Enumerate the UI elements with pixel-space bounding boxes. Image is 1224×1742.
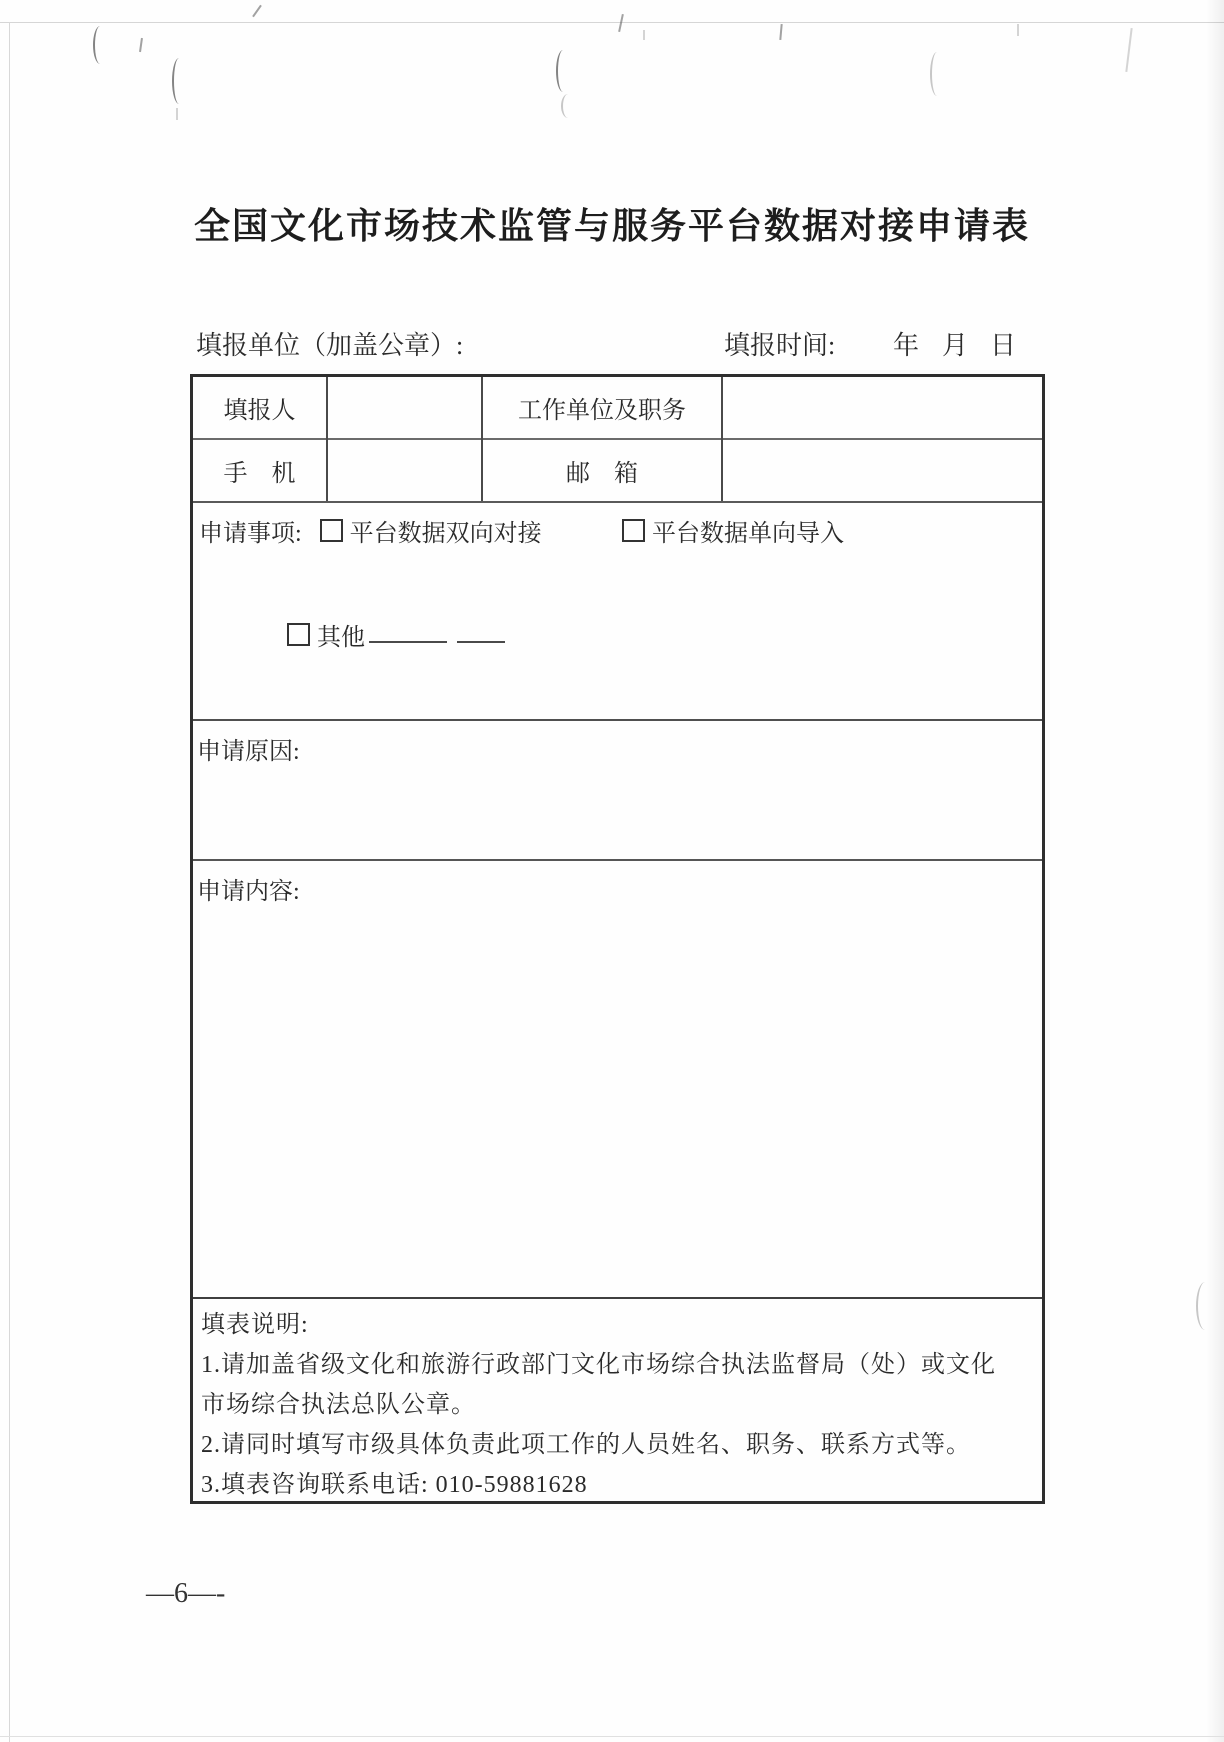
reporting-time-label: 填报时间: [724,331,836,360]
scan-mark [930,52,944,96]
table-rule [721,377,723,501]
table-rule [326,377,328,501]
email-label: 邮 箱 [566,461,638,487]
option-bidirectional [320,521,542,547]
application-content-label: 申请内容: [197,879,300,905]
application-form-table [190,374,1045,1504]
other-blank-line [457,641,505,643]
work-unit-position-label: 工作单位及职务 [518,398,686,424]
page-edge-right [1206,0,1224,1742]
application-reason-label: 申请原因: [197,739,300,765]
option-bidirectional-label: 平台数据双向对接 [349,521,542,547]
note-line-1: 1.请加盖省级文化和旅游行政部门文化市场综合执法监督局（处）或文化市场综合执法总队公章。 [201,1352,996,1418]
scan-mark [1125,28,1132,72]
scan-mark [643,30,645,40]
note-line-3: 3.填表咨询联系电话: 010-59881628 [201,1472,588,1498]
scan-mark [176,108,178,120]
form-notes-section [193,1299,1042,1501]
page-edge-bottom [0,1736,1224,1737]
year-label: 年 [893,331,920,360]
application-content-section [193,861,1042,1297]
note-line-2: 2.请同时填写市级具体负责此项工作的人员姓名、职务、联系方式等。 [201,1432,971,1458]
application-items-section [193,503,1042,719]
day-label: 日 [990,331,1017,360]
month-label: 月 [942,331,969,360]
filler-name-label: 填报人 [223,398,296,424]
form-notes [193,1299,1042,1505]
notes-title: 填表说明: [201,1312,309,1338]
checkbox-bidirectional-icon [320,519,343,542]
scan-mark [252,5,262,18]
checkbox-other-icon [287,623,310,646]
scan-mark [1017,24,1019,36]
checkbox-oneway-icon [622,519,645,542]
page-title: 全国文化市场技术监管与服务平台数据对接申请表 [193,206,1030,246]
option-other-label: 其他 [317,625,365,651]
option-oneway-label: 平台数据单向导入 [652,521,844,547]
mobile-label: 手 机 [223,461,296,487]
page-edge-left [9,22,10,1742]
scan-mark [618,14,624,32]
scan-mark [779,24,782,40]
page-number: —6—- [146,1578,226,1609]
other-blank-line [369,641,447,643]
option-oneway [622,513,844,548]
scan-mark [139,38,143,52]
reporting-unit-label: 填报单位（加盖公章）: [196,331,464,360]
scan-mark [556,50,570,92]
option-other [287,617,505,652]
application-reason-section [193,721,1042,859]
scan-mark [561,94,575,118]
page-edge-top [0,22,1224,23]
application-items-label: 申请事项: [199,521,302,547]
application-items-line [199,513,542,548]
scan-mark [1196,1282,1214,1330]
scan-mark [172,58,186,104]
scan-mark [93,26,107,64]
